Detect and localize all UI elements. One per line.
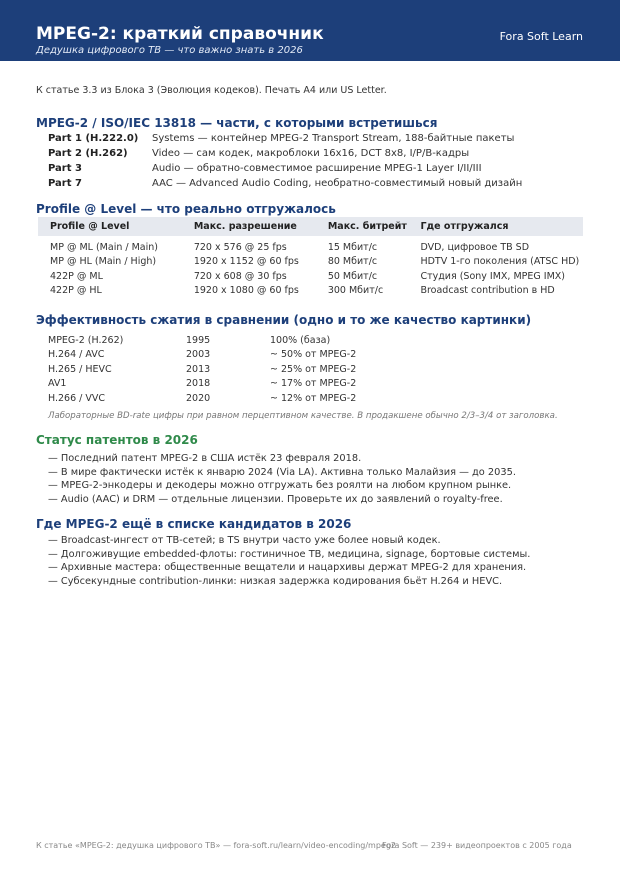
- table-cell: 422P @ ML: [50, 270, 103, 282]
- table-cell: 720 x 608 @ 30 fps: [193, 270, 287, 282]
- part-name: Part 2 (H.262): [48, 148, 128, 159]
- parts-list: [48, 131, 522, 191]
- profiles-heading: Profile @ Level — что реально отгружалось: [36, 202, 336, 216]
- part-name: Part 7: [48, 178, 82, 189]
- column-header: Макс. разрешение: [193, 221, 297, 232]
- codec-efficiency: ~ 50% от MPEG-2: [270, 349, 357, 361]
- efficiency-heading: Эффективность сжатия в сравнении (одно и то же качество картинки): [36, 313, 532, 327]
- part-name: Part 3: [48, 163, 82, 174]
- part-desc: Video — сам кодек, макроблоки 16x16, DCT 8x8, I/P/B-кадры: [152, 148, 470, 159]
- list-item: — Долгоживущие embedded-флоты: гостиничное ТВ, медицина, signage, бортовые системы.: [48, 548, 531, 560]
- table-cell: Broadcast contribution в HD: [420, 285, 555, 297]
- codec-name: H.266 / VVC: [48, 392, 105, 404]
- table-cell: 15 Мбит/с: [327, 241, 378, 253]
- list-item: [48, 391, 470, 406]
- codec-year: 2020: [186, 392, 211, 404]
- list-item: — Архивные мастера: общественные вещатели и нацархивы держат MPEG-2 для хранения.: [48, 562, 527, 573]
- patents-heading: Статус патентов в 2026: [36, 433, 198, 447]
- part-item: [48, 176, 522, 191]
- table-cell: 720 x 576 @ 25 fps: [193, 241, 287, 253]
- column-header: Макс. битрейт: [327, 221, 407, 232]
- part-name: Part 1 (H.222.0): [48, 133, 139, 144]
- column-header: Где отгружался: [420, 221, 509, 232]
- page-footer: [36, 841, 572, 851]
- codec-efficiency: ~ 25% от MPEG-2: [270, 363, 357, 375]
- table-cell: 1920 x 1152 @ 60 fps: [193, 256, 299, 268]
- list-item: — MPEG-2-энкодеры и декодеры можно отгружать без роялти на любом крупном рынке.: [48, 480, 512, 491]
- profiles-table: [38, 217, 583, 298]
- codec-name: H.264 / AVC: [48, 349, 105, 361]
- intro-text: К статье 3.3 из Блока 3 (Эволюция кодеков). Печать A4 или US Letter.: [36, 85, 387, 96]
- list-item: [48, 348, 470, 363]
- table-cell: Студия (Sony IMX, MPEG IMX): [420, 270, 565, 282]
- table-row: [38, 269, 583, 284]
- patents-list: [48, 452, 516, 506]
- table-header: [38, 217, 583, 236]
- codec-efficiency: 100% (база): [270, 334, 331, 346]
- table-cell: MP @ ML (Main / Main): [50, 241, 158, 253]
- codec-year: 2003: [186, 349, 211, 361]
- table-cell: 1920 x 1080 @ 60 fps: [193, 285, 299, 297]
- page-subtitle: Дедушка цифрового ТВ — что важно знать в 2026: [36, 45, 303, 56]
- table-row: [38, 255, 583, 270]
- list-item: [48, 377, 470, 392]
- table-cell: 300 Мбит/с: [327, 285, 384, 297]
- part-desc: AAC — Advanced Audio Coding, необратно-совместимый новый дизайн: [152, 178, 523, 189]
- footer-left: К статье «MPEG-2: дедушка цифрового ТВ» — fora-soft.ru/learn/video-encoding/mpeg2: [36, 841, 396, 850]
- efficiency-list: [48, 333, 470, 406]
- list-item: [48, 362, 470, 377]
- list-item: — Audio (AAC) и DRM — отдельные лицензии. Проверьте их до заявлений о royalty-free.: [48, 493, 503, 505]
- table-cell: HDTV 1-го поколения (ATSC HD): [420, 256, 580, 268]
- table-cell: 422P @ HL: [50, 285, 102, 297]
- codec-year: 1995: [186, 334, 211, 346]
- table-cell: 50 Мбит/с: [327, 270, 378, 282]
- list-item: — Broadcast-ингест от ТВ-сетей; в TS внутри часто уже более новый кодек.: [48, 535, 441, 546]
- part-item: [48, 131, 522, 146]
- table-cell: 80 Мбит/с: [327, 256, 378, 268]
- footer-right: Fora Soft — 239+ видеопроектов с 2005 года: [382, 841, 572, 850]
- page-header: [0, 0, 620, 61]
- codec-efficiency: ~ 17% от MPEG-2: [270, 378, 357, 390]
- part-item: [48, 161, 522, 176]
- codec-year: 2013: [186, 363, 211, 375]
- brand-label: Fora Soft Learn: [499, 30, 583, 43]
- table-cell: DVD, цифровое ТВ SD: [420, 241, 530, 253]
- candidates-heading: Где MPEG-2 ещё в списке кандидатов в 2026: [36, 517, 352, 531]
- column-header: Profile @ Level: [50, 221, 130, 232]
- part-desc: Audio — обратно-совместимое расширение MPEG-1 Layer I/II/III: [152, 163, 482, 174]
- codec-name: H.265 / HEVC: [48, 363, 112, 375]
- list-item: [48, 333, 470, 348]
- efficiency-note: Лабораторные BD-rate цифры при равном перцептивном качестве. В продакшене обычно 2/3–3/4 от заголовка.: [48, 411, 558, 421]
- codec-efficiency: ~ 12% от MPEG-2: [270, 392, 357, 404]
- table-row: [38, 284, 583, 299]
- list-item: — В мире фактически истёк к январю 2024 (Via LA). Активна только Малайзия — до 2035.: [48, 466, 516, 478]
- list-item: — Последний патент MPEG-2 в США истёк 23 февраля 2018.: [48, 453, 362, 464]
- part-item: [48, 146, 522, 161]
- candidates-list: [48, 534, 530, 588]
- part-desc: Systems — контейнер MPEG-2 Transport Stream, 188-байтные пакеты: [152, 133, 515, 144]
- codec-name: MPEG-2 (H.262): [48, 334, 124, 346]
- parts-heading: MPEG-2 / ISO/IEC 13818 — части, с которыми встретишься: [36, 116, 438, 130]
- codec-name: AV1: [48, 378, 67, 390]
- table-row: [38, 240, 583, 255]
- page-title: MPEG-2: краткий справочник: [36, 24, 324, 44]
- list-item: — Субсекундные contribution-линки: низкая задержка кодирования бьёт H.264 и HEVC.: [48, 575, 503, 587]
- table-cell: MP @ HL (Main / High): [50, 256, 157, 268]
- codec-year: 2018: [186, 378, 211, 390]
